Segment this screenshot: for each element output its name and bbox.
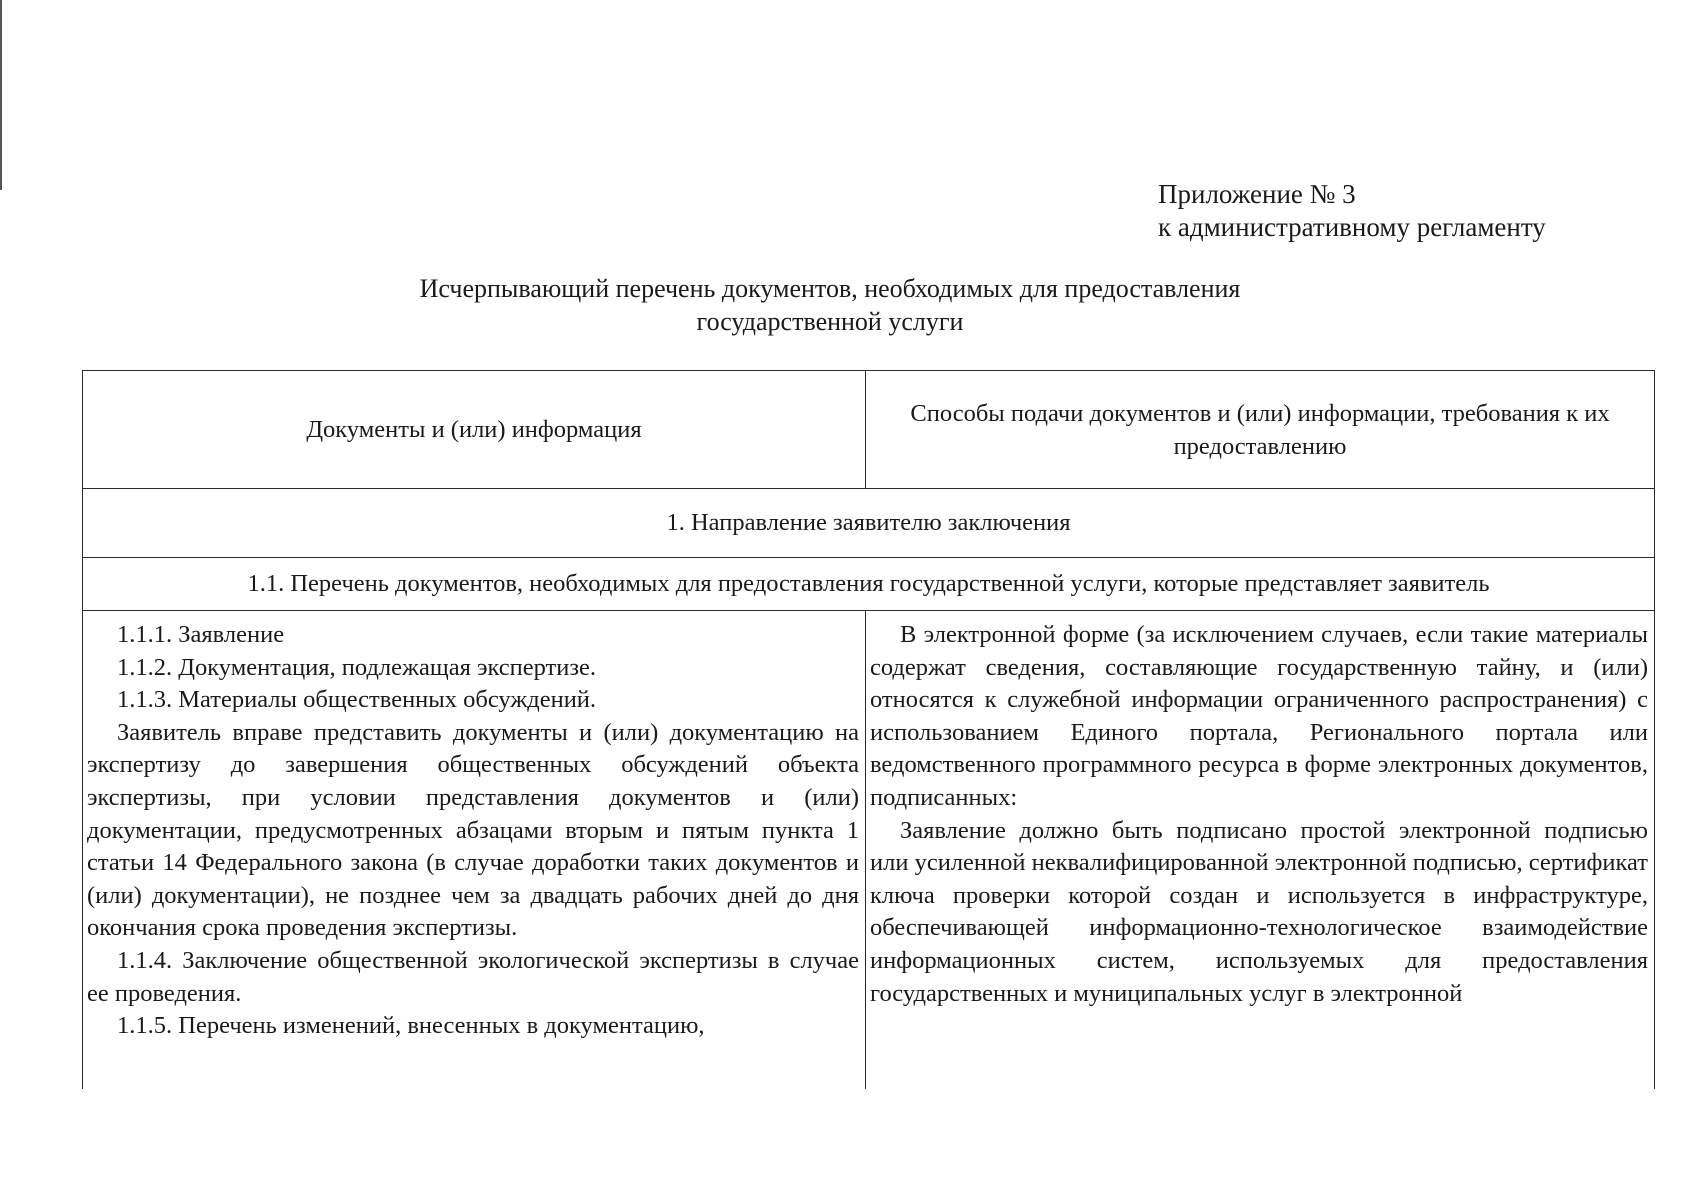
- column-header-submission-methods: Способы подачи документов и (или) информации, требования к их предоставлению: [866, 371, 1655, 489]
- appendix-reference: к административному регламенту: [1158, 212, 1546, 242]
- table-body-row: [83, 611, 1655, 1090]
- table-header-row: [83, 371, 1655, 489]
- list-item: Заявление должно быть подписано простой электронной подписью или усиленной неквалифицированной электронной подписью, сертификат ключа проверки которой создан и используется в инфраструктуре, обеспечивающей информационно-технологическое взаимодействие информационных систем, используемых для предоставления государственных и муниципальных услуг в электронной: [870, 816, 1648, 1007]
- document-title: [330, 272, 1330, 338]
- document-title-line-1: Исчерпывающий перечень документов, необходимых для предоставления: [419, 274, 1241, 303]
- appendix-note: [1158, 178, 1546, 244]
- list-item: 1.1.5. Перечень изменений, внесенных в документацию,: [117, 1012, 705, 1040]
- subsection-row: [83, 558, 1655, 611]
- documents-table: [82, 370, 1655, 1089]
- column-header-documents: Документы и (или) информация: [83, 371, 866, 489]
- submission-methods-cell: [866, 611, 1655, 1090]
- list-item: 1.1.3. Материалы общественных обсуждений.: [117, 686, 597, 714]
- section-heading-1: 1. Направление заявителю заключения: [83, 489, 1655, 558]
- appendix-number: Приложение № 3: [1158, 179, 1356, 209]
- subsection-heading-1-1: 1.1. Перечень документов, необходимых для предоставления государственной услуги, которые представляет заявитель: [83, 558, 1655, 611]
- documents-cell: [83, 611, 866, 1090]
- list-item: В электронной форме (за исключением случаев, если такие материалы содержат сведения, составляющие государственную тайну, и (или) относятся к служебной информации ограниченного распространения) с использованием Единого портала, Регионального портала или ведомственного программного ресурса в форме электронных документов, подписанных:: [870, 621, 1648, 811]
- document-title-line-2: государственной услуги: [696, 307, 964, 336]
- scan-edge-line: [0, 0, 2, 190]
- list-item: 1.1.1. Заявление: [117, 621, 285, 648]
- list-item: 1.1.2. Документация, подлежащая экспертизе.: [117, 653, 597, 681]
- list-item: 1.1.4. Заключение общественной экологической экспертизы в случае ее проведения.: [87, 946, 859, 1007]
- section-row: [83, 489, 1655, 558]
- list-item: Заявитель вправе представить документы и (или) документацию на экспертизу до завершения общественных обсуждений объекта экспертизы, при условии представления документов и (или) документации, предусмотренных абзацами вторым и пятым пункта 1 статьи 14 Федерального закона (в случае доработки таких документов и (или) документации), не позднее чем за двадцать рабочих дней до дня окончания срока проведения экспертизы.: [87, 718, 859, 942]
